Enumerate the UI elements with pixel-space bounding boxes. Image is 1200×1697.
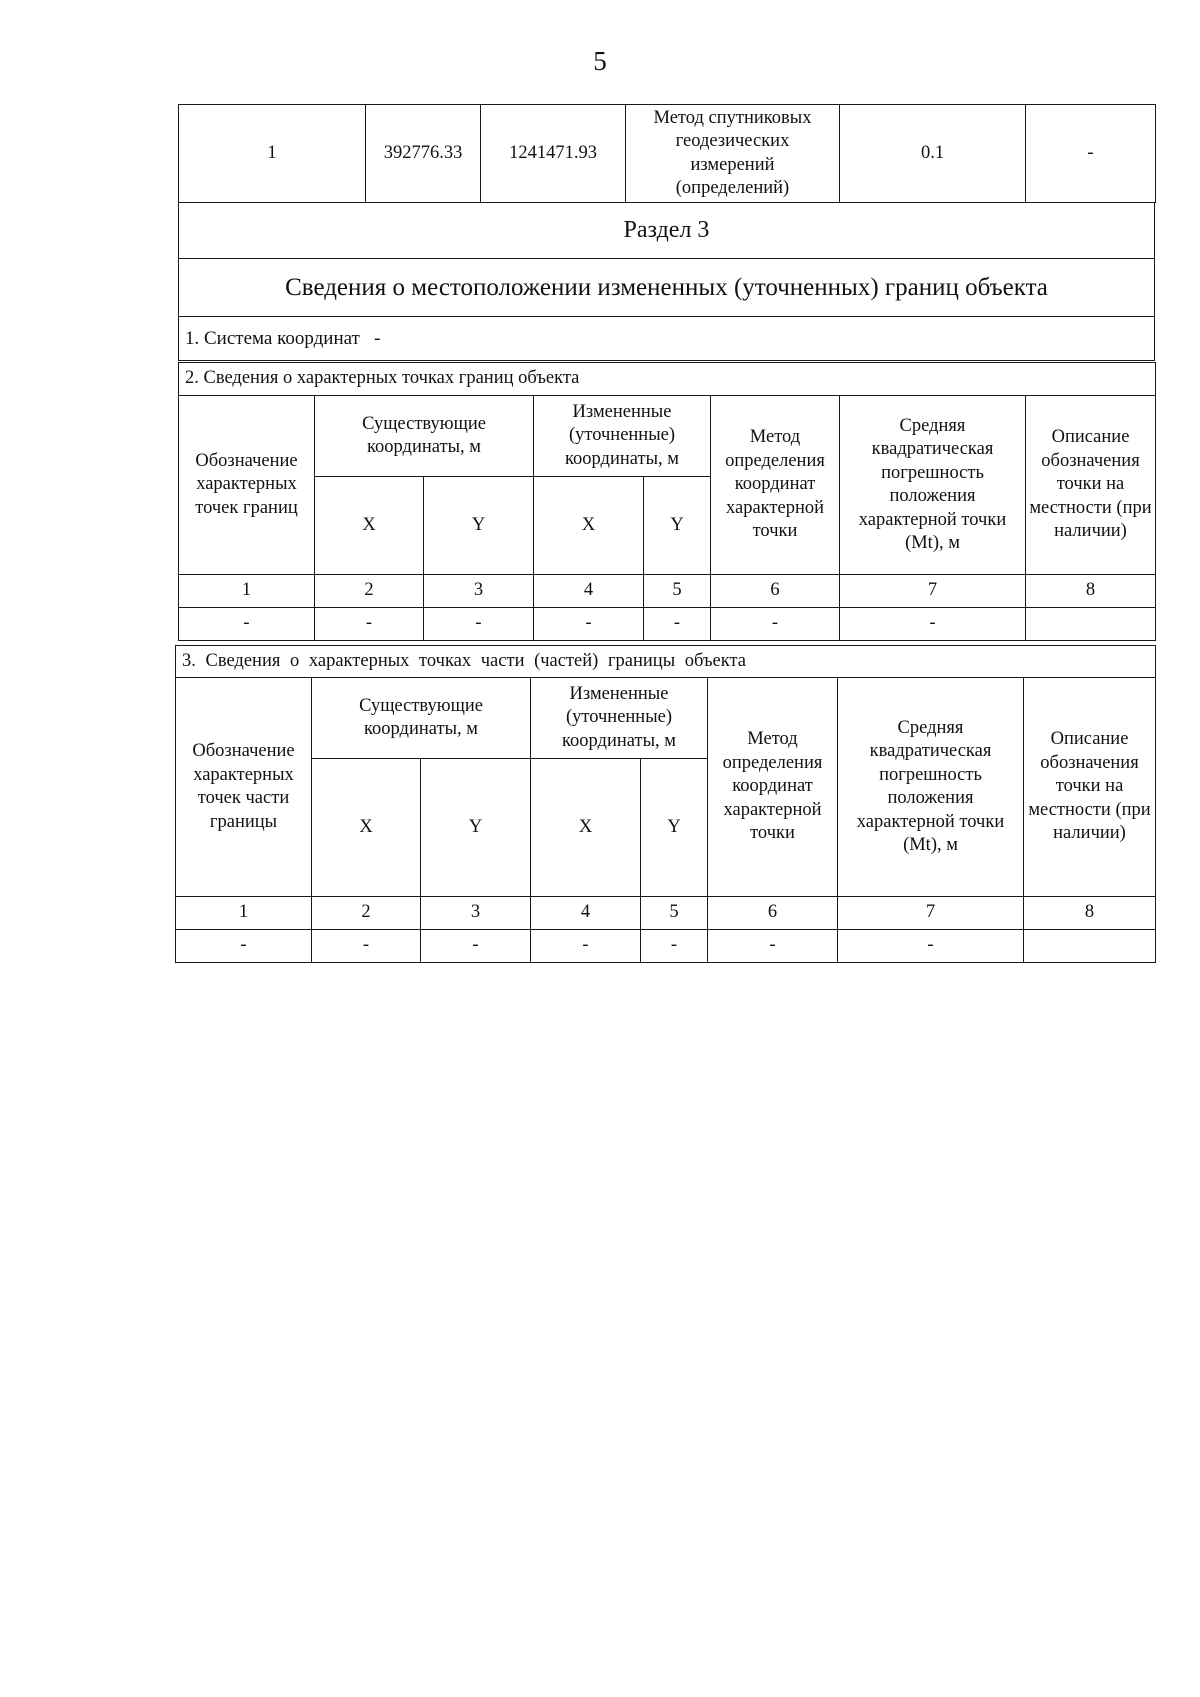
method-cell: Метод спутниковых геодезических измерений (определений) (626, 105, 840, 203)
data-cell: - (179, 608, 315, 641)
column-number: 4 (531, 897, 641, 930)
coord-y: 1241471.93 (481, 105, 626, 203)
column-number: 3 (424, 575, 534, 608)
column-number: 1 (179, 575, 315, 608)
table-row (176, 930, 1156, 963)
col-changed: Измененные (уточненные) координаты, м (534, 396, 711, 477)
data-cell: - (312, 930, 421, 963)
coord-system-value: - (374, 328, 381, 349)
data-cell: - (838, 930, 1024, 963)
column-number: 5 (641, 897, 708, 930)
data-cell: - (644, 608, 711, 641)
col-description: Описание обозначения точки на местности (при наличии) (1024, 678, 1156, 897)
section-heading-table (178, 202, 1155, 361)
changed-y: Y (644, 477, 711, 575)
point-number: 1 (179, 105, 366, 203)
existing-y: Y (421, 759, 531, 897)
data-cell: - (711, 608, 840, 641)
column-number: 8 (1024, 897, 1156, 930)
column-number: 2 (315, 575, 424, 608)
col-existing: Существующие координаты, м (312, 678, 531, 759)
data-cell: - (708, 930, 838, 963)
data-cell (1024, 930, 1156, 963)
col-mt: Средняя квадратическая погрешность положения характерной точки (Mt), м (840, 396, 1026, 575)
col-method: Метод определения координат характерной точки (711, 396, 840, 575)
table-row (179, 105, 1156, 203)
col-designation: Обозначение характерных точек части границы (176, 678, 312, 897)
section-subtitle: Сведения о местоположении измененных (уточненных) границ объекта (179, 259, 1155, 317)
table-row (176, 897, 1156, 930)
data-cell: - (534, 608, 644, 641)
table2-title: 2. Сведения о характерных точках границ объекта (179, 363, 1156, 396)
data-cell: - (531, 930, 641, 963)
changed-x: X (534, 477, 644, 575)
description-cell: - (1026, 105, 1156, 203)
changed-x: X (531, 759, 641, 897)
column-number: 2 (312, 897, 421, 930)
column-number: 7 (840, 575, 1026, 608)
coord-x: 392776.33 (366, 105, 481, 203)
page-number: 5 (593, 46, 607, 76)
col-changed: Измененные (уточненные) координаты, м (531, 678, 708, 759)
part-boundary-points-table (175, 645, 1156, 963)
column-number: 5 (644, 575, 711, 608)
existing-x: X (312, 759, 421, 897)
data-cell: - (176, 930, 312, 963)
data-cell: - (641, 930, 708, 963)
data-cell: - (424, 608, 534, 641)
column-number: 4 (534, 575, 644, 608)
col-designation: Обозначение характерных точек границ (179, 396, 315, 575)
column-number: 8 (1026, 575, 1156, 608)
column-number: 1 (176, 897, 312, 930)
table-row (179, 608, 1156, 641)
boundary-points-table (178, 362, 1156, 641)
column-number: 3 (421, 897, 531, 930)
table-row (179, 575, 1156, 608)
data-cell: - (840, 608, 1026, 641)
existing-x: X (315, 477, 424, 575)
coord-system-label: 1. Система координат (185, 328, 360, 349)
section-title: Раздел 3 (179, 203, 1155, 259)
top-row-table (178, 104, 1156, 203)
column-number: 6 (711, 575, 840, 608)
column-number: 6 (708, 897, 838, 930)
table3-title: 3. Сведения о характерных точках части (частей) границы объекта (176, 646, 1156, 678)
col-method: Метод определения координат характерной точки (708, 678, 838, 897)
data-cell: - (421, 930, 531, 963)
col-existing: Существующие координаты, м (315, 396, 534, 477)
changed-y: Y (641, 759, 708, 897)
data-cell (1026, 608, 1156, 641)
coord-system (179, 317, 1155, 361)
data-cell: - (315, 608, 424, 641)
col-mt: Средняя квадратическая погрешность положения характерной точки (Mt), м (838, 678, 1024, 897)
mt-cell: 0.1 (840, 105, 1026, 203)
column-number: 7 (838, 897, 1024, 930)
col-description: Описание обозначения точки на местности (при наличии) (1026, 396, 1156, 575)
existing-y: Y (424, 477, 534, 575)
